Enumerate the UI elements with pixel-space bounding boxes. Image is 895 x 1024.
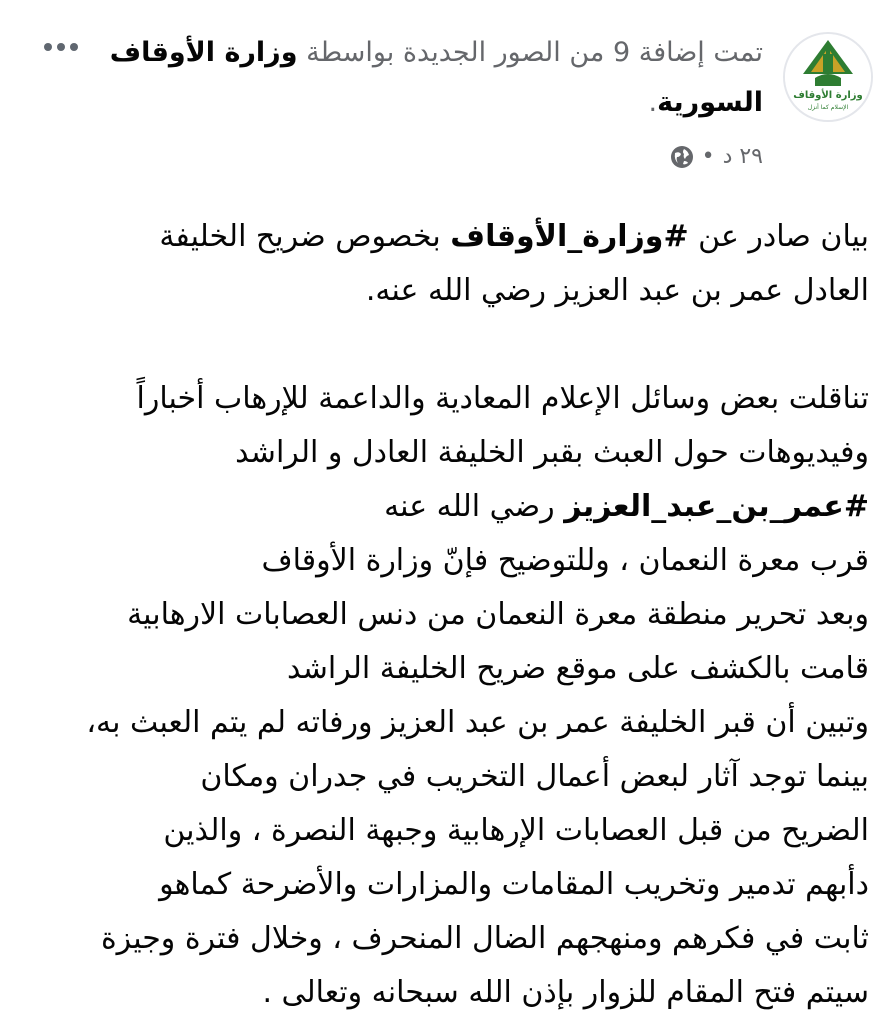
page-avatar[interactable]: [783, 32, 873, 122]
post-line: العادل عمر بن عبد العزيز رضي الله عنه.: [365, 273, 869, 308]
post-timestamp[interactable]: ٢٩ د: [722, 144, 763, 169]
logo-caption: وزارة الأوقاف: [793, 90, 863, 101]
logo-subcaption: الإسلام كما أنزل: [807, 104, 849, 111]
post-line: قامت بالكشف على موقع ضريح الخليفة الراشد: [286, 651, 869, 686]
ministry-logo-icon: [785, 34, 871, 120]
post-line: قرب معرة النعمان ، وللتوضيح فإنّ وزارة الأوقاف: [261, 543, 869, 578]
post-header: [22, 22, 873, 182]
more-options-button[interactable]: [36, 32, 86, 62]
post-line: سيتم فتح المقام للزوار بإذن الله سبحانه وتعالى .: [262, 975, 869, 1010]
page-name-link[interactable]: وزارة الأوقاف السورية: [109, 37, 763, 118]
post-line: وفيديوهات حول العبث بقبر الخليفة العادل و الراشد: [235, 435, 869, 470]
attribution-prefix: تمت إضافة 9 من الصور الجديدة بواسطة: [306, 37, 763, 68]
post-line: وبعد تحرير منطقة معرة النعمان من دنس العصابات الارهابية: [127, 597, 869, 632]
post-line: بيان صادر عن #وزارة_الأوقاف بخصوص ضريح الخليفة: [159, 219, 869, 254]
hashtag-link[interactable]: #وزارة_الأوقاف: [450, 219, 689, 254]
post-line: ثابت في فكرهم ومنهجهم الضال المنحرف ، وخلال فترة وجيزة: [100, 921, 869, 956]
post-line: بينما توجد آثار لبعض أعمال التخريب في جدران ومكان: [200, 759, 869, 794]
post-line: دأبهم تدمير وتخريب المقامات والمزارات والأضرحة كماهو: [159, 867, 869, 902]
post-line: تناقلت بعض وسائل الإعلام المعادية والداعمة للإرهاب أخباراً: [136, 381, 869, 416]
post-line: #عمر_بن_عبد_العزيز رضي الله عنه: [384, 489, 869, 524]
globe-icon[interactable]: [670, 145, 694, 169]
hashtag-link[interactable]: #عمر_بن_عبد_العزيز: [564, 489, 869, 524]
more-horizontal-icon: [70, 43, 78, 51]
post-meta: [670, 144, 763, 169]
post-line: الضريح من قبل العصابات الإرهابية وجبهة النصرة ، والذين: [163, 813, 869, 848]
meta-separator: •: [701, 144, 715, 169]
post-body: [24, 210, 869, 1020]
attribution-suffix: .: [648, 87, 658, 118]
post-line: وتبين أن قبر الخليفة عمر بن عبد العزيز ورفاته لم يتم العبث به،: [86, 705, 869, 740]
post-attribution: [103, 28, 763, 128]
